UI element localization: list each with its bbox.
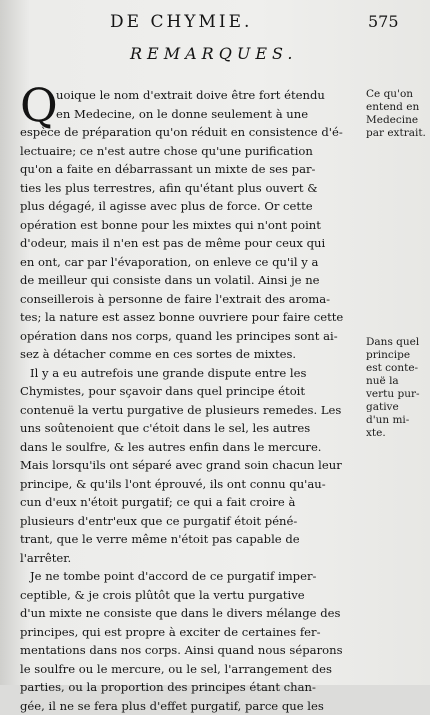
margin-note-line: d'un mi- bbox=[366, 414, 428, 427]
text-line: tes; la nature est assez bonne ouvriere pour faire cette bbox=[20, 308, 362, 327]
margin-note-line: Medecine bbox=[366, 114, 428, 127]
text-line: contenuë la vertu purgative de plusieurs remedes. Les bbox=[20, 401, 362, 420]
margin-note-line: vertu pur- bbox=[366, 388, 428, 401]
text-line: plusieurs d'entr'eux que ce purgatif étoit péné- bbox=[20, 512, 362, 531]
text-line: plus dégagé, il agisse avec plus de force. Or cette bbox=[20, 197, 362, 216]
text-line: opération dans nos corps, quand les principes sont ai- bbox=[20, 327, 362, 346]
paragraph-1 bbox=[20, 86, 362, 364]
text-line: Il y a eu autrefois une grande dispute entre les bbox=[20, 364, 362, 383]
text-line: opération est bonne pour les mixtes qui n'ont point bbox=[20, 216, 362, 235]
text-line: ceptible, & je crois plûtôt que la vertu purgative bbox=[20, 586, 362, 605]
margin-note-line: Ce qu'on bbox=[366, 88, 428, 101]
margin-note-line: gative bbox=[366, 401, 428, 414]
text-line: sez à détacher comme en ces sortes de mixtes. bbox=[20, 345, 362, 364]
margin-note-line: principe bbox=[366, 349, 428, 362]
drop-cap: Q bbox=[20, 82, 58, 128]
text-line: en Medecine, on le donne seulement à une bbox=[20, 105, 362, 124]
text-line: d'odeur, mais il n'en est pas de même pour ceux qui bbox=[20, 234, 362, 253]
text-line: espèce de préparation qu'on réduit en consistence d'é- bbox=[20, 123, 362, 142]
margin-note-line: entend en bbox=[366, 101, 428, 114]
margin-note-line: xte. bbox=[366, 427, 428, 440]
text-line: l'arrêter. bbox=[20, 549, 362, 568]
text-line: Je ne tombe point d'accord de ce purgatif imper- bbox=[20, 567, 362, 586]
running-title: DE CHYMIE. bbox=[110, 12, 252, 32]
margin-note-extrait bbox=[366, 88, 428, 140]
text-line: uns soûtenoient que c'étoit dans le sel, les autres bbox=[20, 419, 362, 438]
margin-note-line: nuë la bbox=[366, 375, 428, 388]
text-line: mentations dans nos corps. Ainsi quand nous séparons bbox=[20, 641, 362, 660]
text-line: principes, qui est propre à exciter de certaines fer- bbox=[20, 623, 362, 642]
text-line: en ont, car par l'évaporation, on enleve ce qu'il y a bbox=[20, 253, 362, 272]
text-line: trant, que le verre même n'étoit pas capable de bbox=[20, 530, 362, 549]
margin-note-principe bbox=[366, 336, 428, 440]
text-line: conseillerois à personne de faire l'extrait des aroma- bbox=[20, 290, 362, 309]
text-line: gée, il ne se fera plus d'effet purgatif, parce que les bbox=[20, 697, 362, 715]
text-line: parties, ou la proportion des principes étant chan- bbox=[20, 678, 362, 697]
text-line: ties les plus terrestres, afin qu'étant plus ouvert & bbox=[20, 179, 362, 198]
text-line: de meilleur qui consiste dans un volatil. Ainsi je ne bbox=[20, 271, 362, 290]
text-line: Mais lorsqu'ils ont séparé avec grand soin chacun leur bbox=[20, 456, 362, 475]
text-line: principe, & qu'ils l'ont éprouvé, ils ont connu qu'au- bbox=[20, 475, 362, 494]
paragraph-3 bbox=[20, 567, 362, 715]
body-text bbox=[20, 86, 362, 715]
paragraph-2 bbox=[20, 364, 362, 568]
text-line: qu'on a faite en débarrassant un mixte de ses par- bbox=[20, 160, 362, 179]
margin-note-line: par extrait. bbox=[366, 127, 428, 140]
margin-note-line: Dans quel bbox=[366, 336, 428, 349]
text-line: le soulfre ou le mercure, ou le sel, l'arrangement des bbox=[20, 660, 362, 679]
margin-note-line: est conte- bbox=[366, 362, 428, 375]
text-line: Chymistes, pour sçavoir dans quel principe étoit bbox=[20, 382, 362, 401]
text-line: dans le soulfre, & les autres enfin dans le mercure. bbox=[20, 438, 362, 457]
text-line: lectuaire; ce n'est autre chose qu'une purification bbox=[20, 142, 362, 161]
text-line: cun d'eux n'étoit purgatif; ce qui a fait croire à bbox=[20, 493, 362, 512]
section-title: REMARQUES. bbox=[130, 44, 297, 63]
text-line: d'un mixte ne consiste que dans le divers mélange des bbox=[20, 604, 362, 623]
text-line: uoique le nom d'extrait doive être fort étendu bbox=[20, 86, 362, 105]
page-number: 575 bbox=[368, 12, 399, 31]
